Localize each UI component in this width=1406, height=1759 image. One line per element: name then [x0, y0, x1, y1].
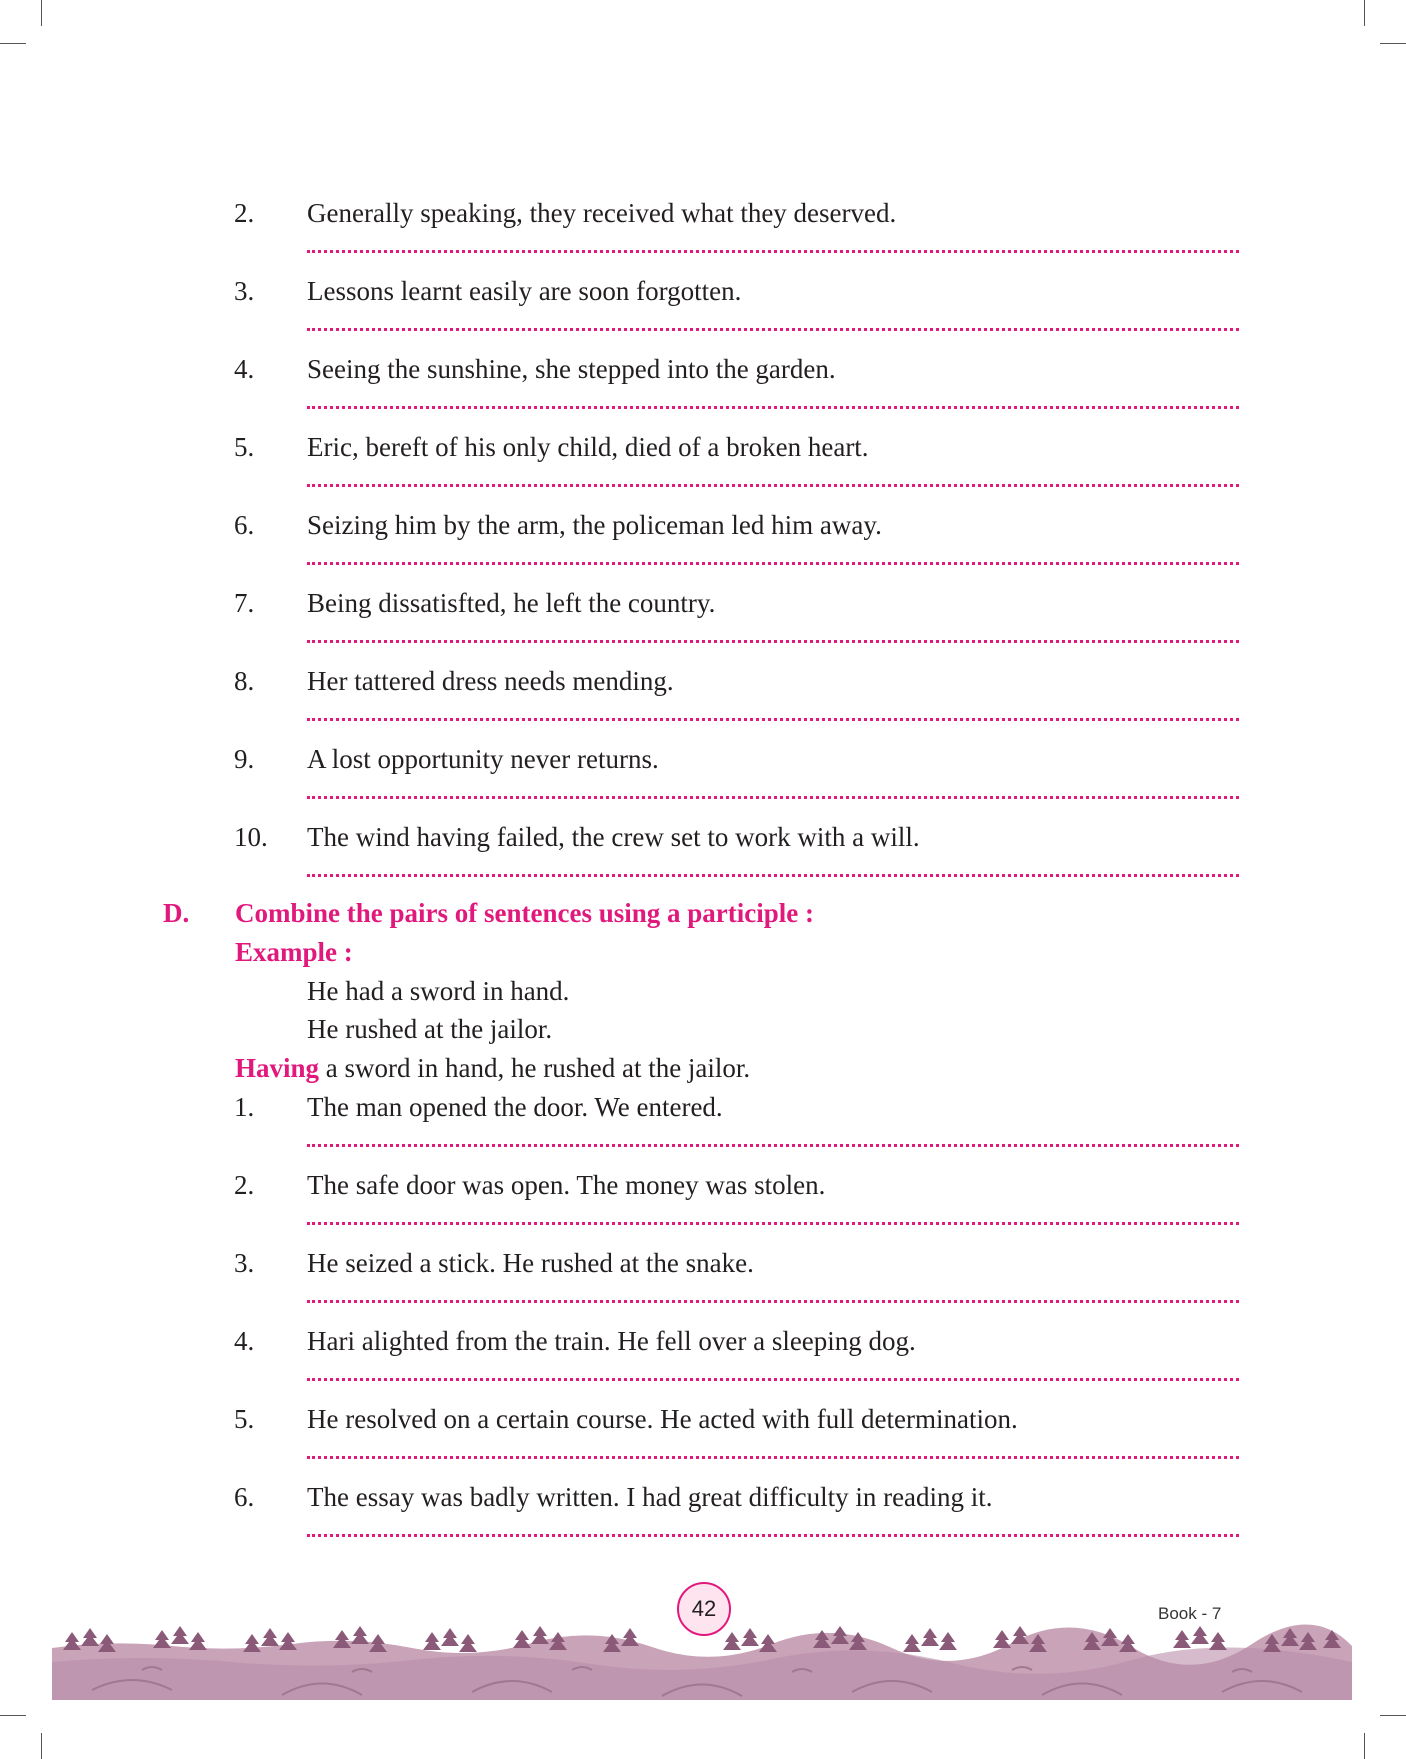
answer-line[interactable] — [307, 1300, 1239, 1303]
exercise-item — [0, 352, 1406, 430]
item-sentence: Hari alighted from the train. He fell over a sleeping dog. — [307, 1326, 916, 1356]
answer-line[interactable] — [307, 718, 1239, 721]
crop-mark — [1364, 0, 1365, 26]
item-number: 3. — [234, 1248, 255, 1278]
exercise-item — [0, 1480, 1406, 1558]
item-sentence: The man opened the door. We entered. — [307, 1092, 723, 1122]
answer-line[interactable] — [307, 874, 1239, 877]
answer-line[interactable] — [307, 328, 1239, 331]
item-sentence: The safe door was open. The money was stolen. — [307, 1170, 826, 1200]
answer-line[interactable] — [307, 1456, 1239, 1459]
exercise-item — [0, 742, 1406, 820]
exercise-item — [0, 1090, 1406, 1168]
exercise-item — [0, 196, 1406, 274]
answer-line[interactable] — [307, 406, 1239, 409]
item-sentence: Her tattered dress needs mending. — [307, 666, 674, 696]
item-sentence: Generally speaking, they received what they deserved. — [307, 198, 897, 228]
exercise-item — [0, 1324, 1406, 1402]
item-sentence: Seizing him by the arm, the policeman led him away. — [307, 510, 882, 540]
exercise-item — [0, 820, 1406, 898]
crop-mark — [41, 1733, 42, 1759]
exercise-item — [0, 274, 1406, 352]
item-number: 7. — [234, 588, 255, 618]
section-title: Combine the pairs of sentences using a participle : — [235, 898, 814, 928]
exercise-item — [0, 664, 1406, 742]
item-sentence: Seeing the sunshine, she stepped into the garden. — [307, 354, 836, 384]
answer-line[interactable] — [307, 796, 1239, 799]
crop-mark — [41, 0, 42, 26]
exercise-item — [0, 586, 1406, 664]
crop-mark — [1380, 1715, 1406, 1716]
item-number: 5. — [234, 1404, 255, 1434]
item-sentence: He resolved on a certain course. He acted with full determination. — [307, 1404, 1018, 1434]
item-sentence: He seized a stick. He rushed at the snake. — [307, 1248, 754, 1278]
item-sentence: Being dissatisfted, he left the country. — [307, 588, 716, 618]
crop-mark — [0, 43, 26, 44]
answer-line[interactable] — [307, 1222, 1239, 1225]
item-number: 2. — [234, 1170, 255, 1200]
example-label: Example : — [235, 937, 353, 967]
item-number: 2. — [234, 198, 255, 228]
answer-line[interactable] — [307, 562, 1239, 565]
item-number: 6. — [234, 1482, 255, 1512]
item-sentence: Eric, bereft of his only child, died of a broken heart. — [307, 432, 869, 462]
example-sentence: He had a sword in hand. — [307, 976, 570, 1006]
answer-line[interactable] — [307, 1534, 1239, 1537]
answer-line[interactable] — [307, 1378, 1239, 1381]
item-number: 10. — [234, 822, 268, 852]
example-sentence: He rushed at the jailor. — [307, 1014, 553, 1044]
example-answer-rest: a sword in hand, he rushed at the jailor. — [319, 1053, 751, 1083]
item-number: 6. — [234, 510, 255, 540]
item-sentence: The essay was badly written. I had great difficulty in reading it. — [307, 1482, 993, 1512]
item-number: 9. — [234, 744, 255, 774]
item-number: 8. — [234, 666, 255, 696]
exercise-item — [0, 1246, 1406, 1324]
item-number: 3. — [234, 276, 255, 306]
answer-line[interactable] — [307, 250, 1239, 253]
example-answer — [235, 1051, 750, 1085]
exercise-item — [0, 1168, 1406, 1246]
item-number: 5. — [234, 432, 255, 462]
exercise-item — [0, 508, 1406, 586]
item-sentence: Lessons learnt easily are soon forgotten. — [307, 276, 742, 306]
item-number: 4. — [234, 354, 255, 384]
exercise-item — [0, 1402, 1406, 1480]
item-sentence: A lost opportunity never returns. — [307, 744, 659, 774]
item-number: 4. — [234, 1326, 255, 1356]
item-sentence: The wind having failed, the crew set to work with a will. — [307, 822, 920, 852]
book-label: Book - 7 — [1158, 1604, 1222, 1623]
crop-mark — [1364, 1733, 1365, 1759]
item-number: 1. — [234, 1092, 255, 1122]
example-answer-keyword: Having — [235, 1053, 320, 1083]
answer-line[interactable] — [307, 640, 1239, 643]
section-letter: D. — [163, 898, 190, 928]
answer-line[interactable] — [307, 484, 1239, 487]
exercise-item — [0, 430, 1406, 508]
crop-mark — [0, 1715, 26, 1716]
answer-line[interactable] — [307, 1144, 1239, 1147]
page-number-badge: 42 — [677, 1582, 731, 1636]
crop-mark — [1380, 43, 1406, 44]
